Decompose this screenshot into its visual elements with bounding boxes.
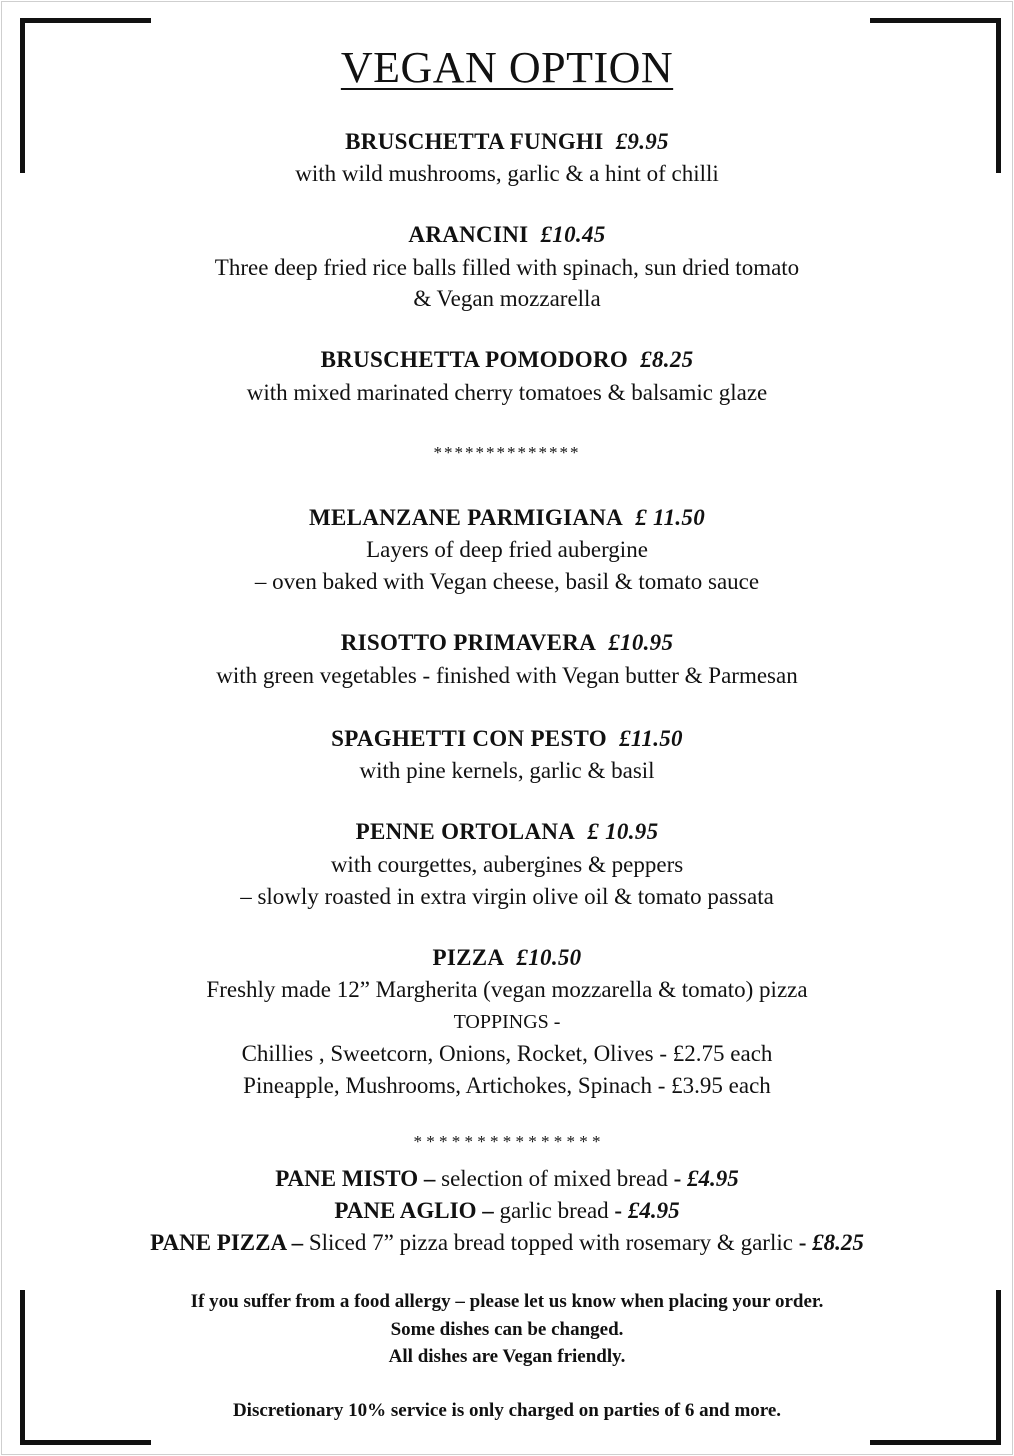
dish-heading [0, 506, 1014, 529]
dish-heading [0, 130, 1014, 153]
bread-description: garlic bread [499, 1198, 609, 1223]
vegan-note: All dishes are Vegan friendly. [388, 1346, 626, 1367]
bread-item [0, 1199, 1014, 1222]
dish-heading [0, 348, 1014, 371]
dish-description: with wild mushrooms, garlic & a hint of chilli [295, 161, 719, 186]
menu-title-text: VEGAN OPTION [340, 43, 674, 92]
dish-description: with courgettes, aubergines & peppers [330, 852, 684, 877]
bread-name: PANE PIZZA [150, 1230, 286, 1255]
dish-heading [0, 223, 1014, 246]
dish-description: with mixed marinated cherry tomatoes & balsamic glaze [246, 380, 768, 405]
dish-description: with pine kernels, garlic & basil [359, 758, 655, 783]
dish-price: £10.50 [516, 945, 582, 970]
bread-separator: – [285, 1230, 309, 1255]
dish-description: – slowly roasted in extra virgin olive oil & tomato passata [240, 884, 774, 909]
bread-separator: – [476, 1198, 500, 1223]
dish-name: SPAGHETTI CON PESTO [331, 726, 607, 751]
corner-bracket-bottom-right [870, 1290, 1001, 1445]
allergy-note: If you suffer from a food allergy – please let us know when placing your order. [190, 1291, 824, 1312]
bread-dash: - [792, 1230, 813, 1255]
dish-name: BRUSCHETTA FUNGHI [345, 129, 604, 154]
dish-price: £11.50 [619, 726, 683, 751]
dish-heading [0, 631, 1014, 654]
dish-price: £ 11.50 [635, 505, 706, 530]
dish-heading [0, 820, 1014, 843]
bread-dash: - [667, 1166, 688, 1191]
dish-price: £9.95 [615, 129, 669, 154]
toppings-line: Chillies , Sweetcorn, Onions, Rocket, Olives - £2.75 each [241, 1041, 773, 1066]
dish-name: BRUSCHETTA POMODORO [320, 347, 629, 372]
bread-separator: – [418, 1166, 442, 1191]
bread-price: £8.25 [812, 1230, 864, 1255]
bread-item [0, 1167, 1014, 1190]
toppings-heading: TOPPINGS - [453, 1011, 561, 1033]
dish-price: £10.45 [540, 222, 606, 247]
allergy-note: Some dishes can be changed. [390, 1319, 624, 1340]
dish-price: £ 10.95 [587, 819, 659, 844]
bread-price: £4.95 [627, 1198, 680, 1223]
dish-name: PENNE ORTOLANA [355, 819, 576, 844]
bread-item [0, 1231, 1014, 1254]
bread-description: Sliced 7” pizza bread topped with rosemary & garlic [308, 1230, 793, 1255]
bread-dash: - [608, 1198, 628, 1223]
menu-title [0, 43, 1014, 92]
dish-description: Layers of deep fried aubergine [366, 537, 648, 562]
service-charge-note: Discretionary 10% service is only charged on parties of 6 and more. [232, 1400, 782, 1421]
dish-price: £8.25 [640, 347, 694, 372]
dish-name: ARANCINI [408, 222, 529, 247]
dish-description: & Vegan mozzarella [413, 286, 601, 311]
dish-description: Freshly made 12” Margherita (vegan mozzarella & tomato) pizza [206, 977, 808, 1002]
section-divider: * * * * * * * * * * * * * * * [413, 1132, 601, 1151]
dish-heading [0, 946, 1014, 969]
dish-description: Three deep fried rice balls filled with spinach, sun dried tomato [214, 255, 800, 280]
corner-bracket-bottom-left [20, 1290, 151, 1445]
bread-price: £4.95 [687, 1166, 739, 1191]
dish-price: £10.95 [608, 630, 674, 655]
toppings-line: Pineapple, Mushrooms, Artichokes, Spinach - £3.95 each [243, 1073, 771, 1098]
dish-name: RISOTTO PRIMAVERA [340, 630, 597, 655]
bread-name: PANE AGLIO [334, 1198, 477, 1223]
dish-description: – oven baked with Vegan cheese, basil & tomato sauce [254, 569, 760, 594]
dish-description: with green vegetables - finished with Vegan butter & Parmesan [216, 663, 798, 688]
bread-description: selection of mixed bread [441, 1166, 668, 1191]
dish-heading [0, 727, 1014, 750]
bread-name: PANE MISTO [275, 1166, 419, 1191]
dish-name: PIZZA [432, 945, 505, 970]
dish-name: MELANZANE PARMIGIANA [308, 505, 624, 530]
section-divider: ************** [433, 443, 581, 462]
